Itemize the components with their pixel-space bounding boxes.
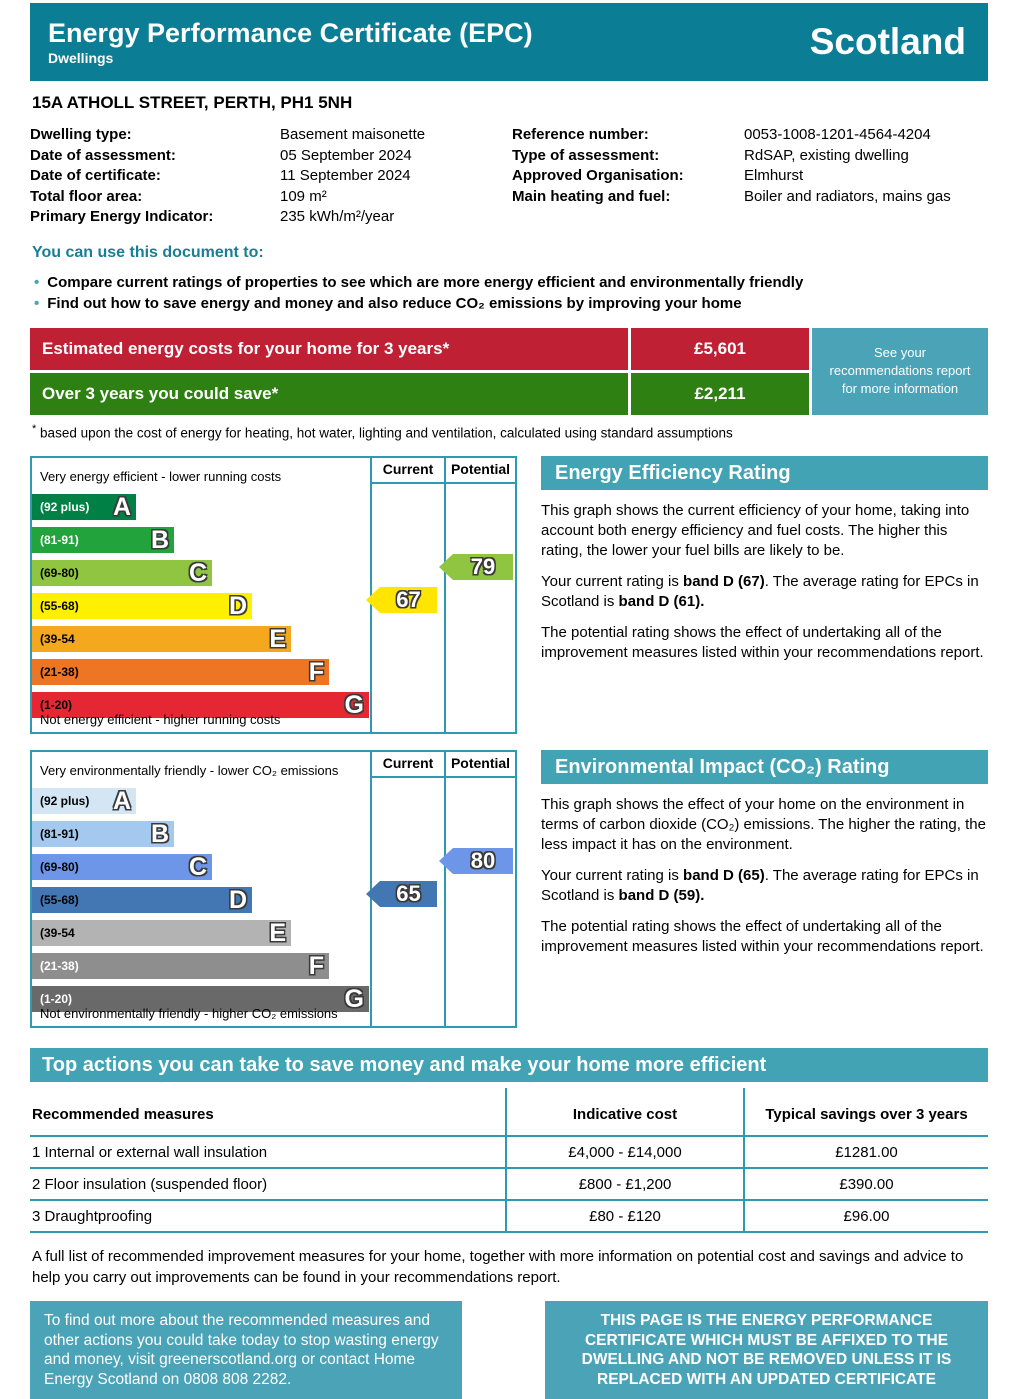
energy-costs-table — [30, 328, 988, 415]
detail-row-assessment-date — [30, 146, 512, 167]
paragraph: This graph shows the current efficiency of your home, taking into account both energy efficiency and fuel costs. The higher this rating, the lower your fuel bills are likely to be. — [541, 502, 970, 559]
recommended-measures-table — [30, 1088, 988, 1233]
certificate-notice-box — [545, 1301, 988, 1399]
band-range-label: (81-91) — [40, 827, 79, 841]
detail-row-reference-number — [512, 125, 988, 146]
band-range-label: (39-54 — [40, 926, 75, 940]
recommendations-paragraph: A full list of recommended improvement measures for your home, together with more information on potential cost and savings and advice to help you carry out improvements can be found in your recommendations report. — [32, 1248, 964, 1286]
band-letter: B — [150, 526, 169, 554]
band-range-label: (21-38) — [40, 959, 79, 973]
text-segment: . The average rating for EPCs in Scotland is — [541, 573, 979, 610]
text-segment: Your current rating is — [541, 867, 684, 884]
chart-divider — [444, 752, 446, 1026]
potential-rating-arrow — [439, 554, 513, 580]
paragraph: This graph shows the effect of your home on the environment in terms of carbon dioxide (CO₂) emissions. The higher the rating, the less impact it has on the environment. — [541, 796, 986, 853]
detail-label: Main heating and fuel: — [512, 187, 671, 205]
details-left-column — [30, 125, 512, 228]
document-use-heading: You can use this document to: — [32, 243, 264, 261]
band-letter: E — [269, 625, 286, 653]
chart-top-label: Very energy efficient - lower running costs — [40, 469, 282, 484]
detail-label: Approved Organisation: — [512, 167, 684, 184]
cost-footnote — [32, 423, 988, 441]
column-header-current: Current — [382, 755, 434, 771]
rating-band-e — [32, 626, 291, 652]
table-header-measures: Recommended measures — [30, 1088, 505, 1137]
rating-band-c — [32, 560, 212, 586]
band-range-label: (81-91) — [40, 533, 79, 547]
energy-efficiency-text — [541, 456, 988, 734]
band-range-label: (92 plus) — [40, 500, 90, 514]
detail-value: RdSAP, existing dwelling — [744, 146, 909, 164]
rating-band-a — [32, 788, 136, 814]
paragraph: The potential rating shows the effect of undertaking all of the improvement measures listed within your recommendations report. — [541, 624, 984, 661]
current-rating-arrow — [366, 881, 437, 907]
detail-row-dwelling-type — [30, 125, 512, 146]
cost-row-savings-value: £2,211 — [631, 373, 809, 415]
rating-bands — [32, 494, 369, 725]
bullet-text: Compare current ratings of properties to see which are more energy efficient and environmentally friendly — [47, 273, 804, 291]
detail-row-assessment-type — [512, 146, 988, 167]
home-energy-scotland-box: To find out more about the recommended measures and other actions you could take today to stop wasting energy and money, visit greenerscotland.org or contact Home Energy Scotland on 0808 808 2282. — [30, 1301, 462, 1399]
detail-label: Total floor area: — [30, 187, 143, 205]
header-titles — [48, 18, 533, 66]
footnote-text: based upon the cost of energy for heating, hot water, lighting and ventilation, calculated using standard assumptions — [40, 425, 733, 440]
cost-row-estimated-value: £5,601 — [631, 328, 809, 370]
band-letter: A — [112, 493, 131, 521]
detail-label: Date of assessment: — [30, 146, 176, 164]
text-segment: Your current rating is — [541, 573, 684, 590]
detail-value: Boiler and radiators, mains gas — [744, 187, 951, 205]
column-header-potential: Potential — [450, 461, 511, 477]
footnote-marker: * — [32, 422, 37, 435]
chart-divider — [444, 458, 446, 732]
rating-band-f — [32, 659, 329, 685]
detail-row-heating-fuel — [512, 187, 988, 208]
rating-bands — [32, 788, 369, 1019]
rating-band-d — [32, 887, 252, 913]
band-letter: A — [112, 787, 131, 815]
energy-efficiency-section — [30, 456, 988, 734]
energy-efficiency-chart — [30, 456, 517, 734]
rating-band-d — [32, 593, 252, 619]
band-letter: F — [308, 952, 324, 980]
environmental-impact-section — [30, 750, 988, 1028]
paragraph: The potential rating shows the effect of undertaking all of the improvement measures listed within your recommendations report. — [541, 918, 984, 955]
band-letter: F — [308, 658, 324, 686]
average-band-text: band D (61). — [618, 593, 705, 610]
measure-savings: £1281.00 — [743, 1137, 988, 1169]
detail-value: 11 September 2024 — [280, 167, 411, 184]
band-letter: G — [344, 691, 364, 719]
chart-bottom-label: Not environmentally friendly - higher CO₂ emissions — [40, 1006, 338, 1021]
co2-rating-chart — [30, 750, 517, 1028]
arrow-tip-icon — [366, 881, 380, 907]
current-rating-arrow — [366, 587, 437, 613]
rating-band-c — [32, 854, 212, 880]
arrow-tip-icon — [439, 848, 453, 874]
header-subtitle: Dwellings — [48, 50, 114, 66]
average-band-text: band D (59). — [618, 887, 705, 904]
detail-row-approved-organisation — [512, 166, 988, 187]
band-letter: C — [188, 559, 207, 587]
rating-band-a — [32, 494, 136, 520]
band-range-label: (1-20) — [40, 992, 73, 1006]
rating-band-b — [32, 821, 174, 847]
band-range-label: (1-20) — [40, 698, 73, 712]
detail-value: 05 September 2024 — [280, 146, 412, 164]
detail-row-floor-area — [30, 187, 512, 208]
detail-label: Primary Energy Indicator: — [30, 208, 214, 225]
band-letter: C — [188, 853, 207, 881]
chart-header-underline — [370, 776, 515, 778]
measure-cost: £4,000 - £14,000 — [505, 1137, 743, 1169]
chart-bottom-label: Not energy efficient - higher running costs — [40, 712, 281, 727]
cost-row-estimated-label: Estimated energy costs for your home for 3 years* — [30, 328, 628, 370]
header-banner — [30, 3, 988, 81]
chart-header-underline — [370, 482, 515, 484]
detail-row-primary-energy — [30, 207, 512, 228]
band-letter: D — [228, 886, 247, 914]
detail-value: Elmhurst — [744, 167, 804, 184]
measure-name: 1 Internal or external wall insulation — [30, 1137, 505, 1169]
detail-value: 0053-1008-1201-4564-4204 — [744, 126, 931, 143]
text-segment: . The average rating for EPCs in Scotland is — [541, 867, 979, 904]
current-rating-value: 65 — [380, 881, 437, 907]
certificate-notice-text: THIS PAGE IS THE ENERGY PERFORMANCE CERTIFICATE WHICH MUST BE AFFIXED TO THE DWELLING AND NOT BE REMOVED UNLESS IT IS REPLACED WITH AN UPDATED CERTIFICATE — [581, 1312, 952, 1388]
current-rating-value: 67 — [380, 587, 437, 613]
band-letter: B — [150, 820, 169, 848]
band-range-label: (39-54 — [40, 632, 75, 646]
band-range-label: (69-80) — [40, 566, 79, 580]
document-use-list — [32, 272, 988, 314]
rating-band-f — [32, 953, 329, 979]
detail-label: Dwelling type: — [30, 126, 132, 143]
rating-band-e — [32, 920, 291, 946]
column-header-current: Current — [382, 461, 434, 477]
column-header-potential: Potential — [450, 755, 511, 771]
detail-value: Basement maisonette — [280, 126, 426, 143]
details-right-column — [512, 125, 988, 228]
bullet-item — [32, 293, 988, 314]
paragraph — [541, 572, 988, 612]
detail-label: Reference number: — [512, 126, 649, 143]
detail-value: 235 kWh/m²/year — [280, 208, 395, 225]
property-address: 15A ATHOLL STREET, PERTH, PH1 5NH — [32, 93, 353, 112]
bullet-icon: • — [34, 294, 40, 312]
property-details — [30, 125, 988, 228]
detail-label: Type of assessment: — [512, 146, 660, 164]
environmental-impact-heading: Environmental Impact (CO₂) Rating — [541, 750, 988, 784]
bullet-item — [32, 272, 988, 293]
measure-savings: £390.00 — [743, 1169, 988, 1201]
detail-row-certificate-date — [30, 166, 512, 187]
band-range-label: (92 plus) — [40, 794, 90, 808]
recommendations-note: See your recommendations report for more information — [812, 328, 988, 415]
energy-efficiency-heading: Energy Efficiency Rating — [541, 456, 988, 490]
top-actions-heading: Top actions you can take to save money and make your home more efficient — [30, 1048, 988, 1082]
measure-name: 2 Floor insulation (suspended floor) — [30, 1169, 505, 1201]
region-label: Scotland — [809, 21, 966, 62]
band-range-label: (21-38) — [40, 665, 79, 679]
arrow-tip-icon — [439, 554, 453, 580]
measure-cost: £800 - £1,200 — [505, 1169, 743, 1201]
band-letter: G — [344, 985, 364, 1013]
footer-boxes — [30, 1301, 988, 1399]
measure-cost: £80 - £120 — [505, 1201, 743, 1233]
potential-rating-arrow — [439, 848, 513, 874]
band-letter: D — [228, 592, 247, 620]
table-header-cost: Indicative cost — [505, 1088, 743, 1137]
current-band-text: band D (65) — [683, 867, 765, 884]
measure-savings: £96.00 — [743, 1201, 988, 1233]
bullet-text: Find out how to save energy and money and also reduce CO₂ emissions by improving your home — [47, 294, 742, 312]
band-range-label: (55-68) — [40, 893, 79, 907]
band-letter: E — [269, 919, 286, 947]
detail-label: Date of certificate: — [30, 167, 161, 184]
environmental-impact-text — [541, 750, 988, 1028]
measure-name: 3 Draughtproofing — [30, 1201, 505, 1233]
rating-band-b — [32, 527, 174, 553]
page-title: Energy Performance Certificate (EPC) — [48, 18, 533, 48]
current-band-text: band D (67) — [683, 573, 765, 590]
detail-value: 109 m² — [280, 187, 327, 205]
table-header-savings: Typical savings over 3 years — [743, 1088, 988, 1137]
potential-rating-value: 80 — [453, 848, 513, 874]
band-range-label: (55-68) — [40, 599, 79, 613]
bullet-icon: • — [34, 273, 40, 291]
paragraph — [541, 866, 988, 906]
arrow-tip-icon — [366, 587, 380, 613]
chart-top-label: Very environmentally friendly - lower CO₂ emissions — [40, 763, 339, 778]
potential-rating-value: 79 — [453, 554, 513, 580]
band-range-label: (69-80) — [40, 860, 79, 874]
cost-row-savings-label: Over 3 years you could save* — [30, 373, 628, 415]
